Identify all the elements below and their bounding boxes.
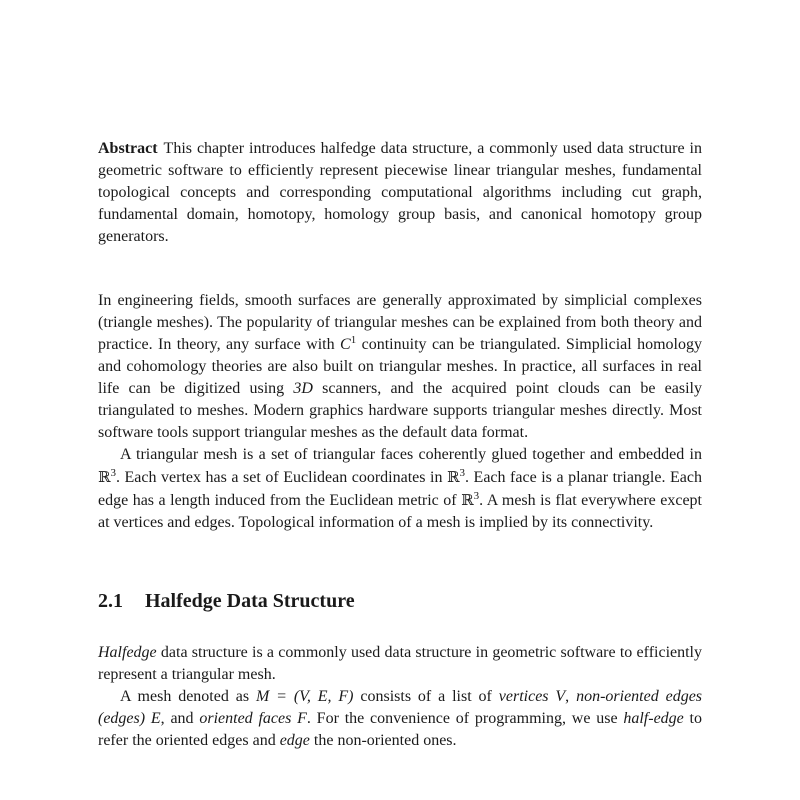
math-mesh-definition: M = (V, E, F)	[255, 688, 354, 705]
intro-p2-text-c: . Each face is a planar triangle. Each edge has a length induced from the Euclidean metric of	[98, 469, 702, 509]
section-p2-text-c: ,	[565, 688, 577, 705]
section-p2-text-b: consists of a list of	[353, 688, 499, 705]
math-r3-c: ℝ	[461, 491, 474, 509]
section-p2-text-a: A mesh denoted as	[120, 688, 256, 705]
math-c: C	[340, 336, 351, 353]
abstract-label: Abstract	[98, 140, 158, 157]
section-p2-text-f: to refer the oriented edges and	[98, 710, 702, 749]
section-paragraph-1	[98, 642, 702, 686]
math-3d: 3D	[293, 380, 313, 397]
intro-paragraph-2	[98, 444, 702, 534]
math-superscript-3b: 3	[459, 467, 465, 479]
section-p2-text-d: , and	[160, 710, 200, 727]
intro-p1-text-b: continuity can be triangulated. Simplicial homology and cohomology theories are also built on triangular meshes. In practice, all surfaces in real life can be digitized using	[98, 336, 703, 397]
section-paragraph-2	[98, 686, 702, 752]
math-superscript-3a: 3	[110, 467, 116, 479]
term-half-edge: half-edge	[623, 710, 684, 727]
intro-p2-text-b: . Each vertex has a set of Euclidean coordinates in	[115, 469, 448, 486]
term-edges: non-oriented edges (edges) E	[98, 688, 703, 727]
section-title: Halfedge Data Structure	[145, 590, 355, 612]
section-p2-text-g: the non-oriented ones.	[309, 732, 457, 749]
abstract-text: This chapter introduces halfedge data structure, a commonly used data structure in geometric software to efficiently represent piecewise linear triangular meshes, fundamental topological concepts and corresponding computational algorithms including cut graph, fundamental domain, homotopy, homology group basis, and canonical homotopy group generators.	[98, 140, 702, 245]
intro-p2-text-d: . A mesh is flat everywhere except at vertices and edges. Topological information of a mesh is implied by its connectivity.	[98, 492, 703, 531]
term-vertices: vertices V	[498, 688, 566, 705]
math-superscript-1: 1	[350, 334, 357, 346]
intro-p2-text-a: A triangular mesh is a set of triangular faces coherently glued together and embedded in	[120, 446, 702, 463]
math-superscript-3c: 3	[473, 490, 480, 502]
intro-p1-text-c: scanners, and the acquired point clouds can be easily triangulated to meshes. Modern graphics hardware supports triangular meshes directly. Most software tools support triangular meshes as the default data format.	[98, 380, 702, 441]
term-halfedge: Halfedge	[98, 644, 157, 661]
section-number: 2.1	[98, 590, 123, 612]
math-r3-a: ℝ	[98, 468, 111, 486]
abstract	[98, 138, 702, 248]
page-content	[98, 138, 702, 752]
term-faces: oriented faces F	[199, 710, 307, 727]
section-heading	[98, 588, 702, 614]
intro-paragraph-1	[98, 290, 702, 444]
intro-p1-text-a: In engineering fields, smooth surfaces are generally approximated by simplicial complexes (triangle meshes). The popularity of triangular meshes can be explained from both theory and practice. In theory, any surface with	[98, 292, 702, 353]
term-edge: edge	[279, 732, 310, 749]
math-r3-b: ℝ	[447, 468, 460, 486]
section-p2-text-e: . For the convenience of programming, we use	[306, 710, 624, 727]
section-p1-text: data structure is a commonly used data structure in geometric software to efficiently represent a triangular mesh.	[98, 644, 702, 683]
